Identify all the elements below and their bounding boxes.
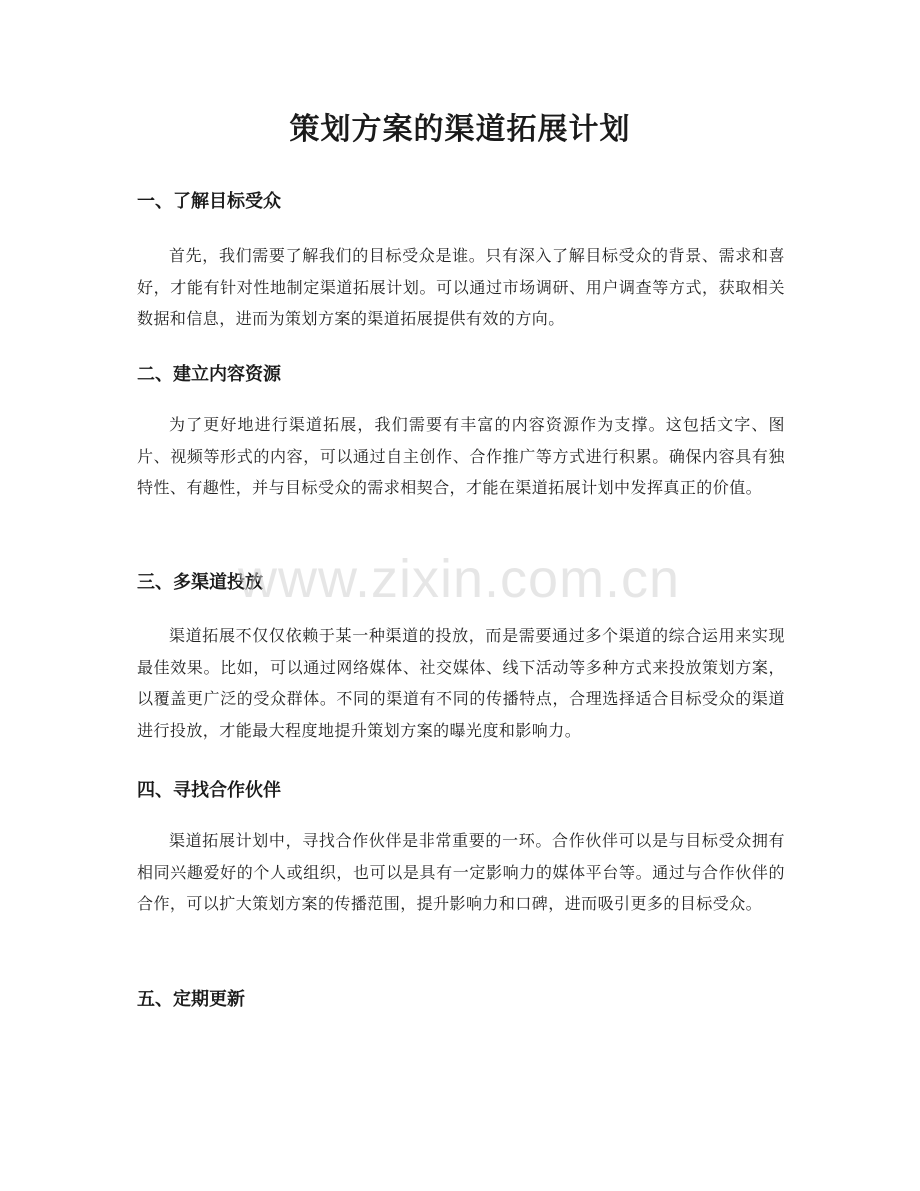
- section-paragraph-3: 渠道拓展不仅仅依赖于某一种渠道的投放，而是需要通过多个渠道的综合运用来实现最佳效果。比如，可以通过网络媒体、社交媒体、线下活动等多种方式来投放策划方案，以覆盖更广泛的受众群体。不同的渠道有不同的传播特点，合理选择适合目标受众的渠道进行投放，才能最大程度地提升策划方案的曝光度和影响力。: [137, 626, 785, 740]
- section-heading-1: 一、了解目标受众: [137, 191, 281, 212]
- section-paragraph-4: 渠道拓展计划中，寻找合作伙伴是非常重要的一环。合作伙伴可以是与目标受众拥有相同兴趣爱好的个人或组织，也可以是具有一定影响力的媒体平台等。通过与合作伙伴的合作，可以扩大策划方案的传播范围，提升影响力和口碑，进而吸引更多的目标受众。: [137, 831, 785, 914]
- section-heading-4: 四、寻找合作伙伴: [137, 780, 281, 801]
- document-title: 策划方案的渠道拓展计划: [289, 112, 631, 147]
- watermark-text: www.zixin.com.cn: [238, 549, 681, 609]
- section-paragraph-2: 为了更好地进行渠道拓展，我们需要有丰富的内容资源作为支撑。这包括文字、图片、视频等形式的内容，可以通过自主创作、合作推广等方式进行积累。确保内容具有独特性、有趣性，并与目标受众的需求相契合，才能在渠道拓展计划中发挥真正的价值。: [137, 415, 785, 498]
- section-paragraph-1: 首先，我们需要了解我们的目标受众是谁。只有深入了解目标受众的背景、需求和喜好，才能有针对性地制定渠道拓展计划。可以通过市场调研、用户调查等方式，获取相关数据和信息，进而为策划方案的渠道拓展提供有效的方向。: [137, 246, 785, 329]
- section-heading-5: 五、定期更新: [137, 989, 245, 1010]
- section-heading-3: 三、多渠道投放: [137, 572, 263, 593]
- section-heading-2: 二、建立内容资源: [137, 364, 281, 385]
